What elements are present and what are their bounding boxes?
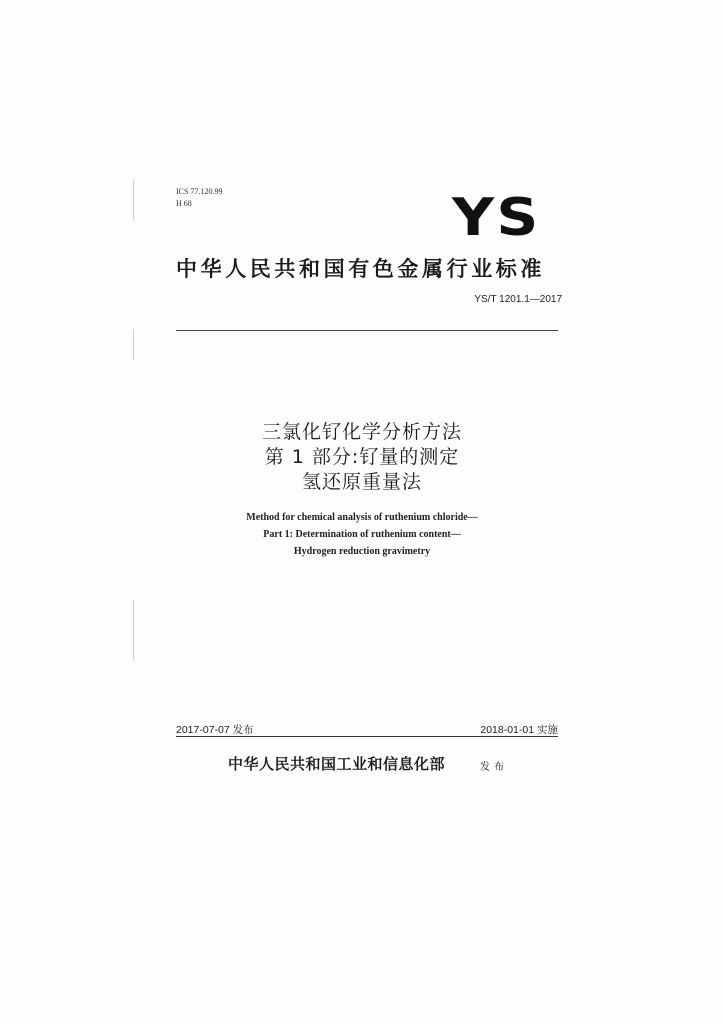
english-title-line-2: Part 1: Determination of ruthenium content— — [263, 529, 461, 540]
publisher-name: 中华人民共和国工业和信息化部 — [228, 755, 446, 773]
english-title-line-1: Method for chemical analysis of ruthenium chloride— — [246, 512, 478, 523]
chinese-title-line-2: 第 1 部分:钌量的测定 — [264, 446, 460, 468]
implementation-date: 2018-01-01 实施 — [480, 724, 558, 736]
issue-date: 2017-07-07 发布 — [176, 724, 254, 736]
english-title — [0, 509, 724, 560]
header-divider — [176, 330, 558, 331]
standard-logo: YS — [452, 188, 541, 248]
chinese-title-line-1: 三氯化钌化学分析方法 — [261, 421, 462, 443]
scan-artifact — [133, 600, 134, 660]
ccs-code: H 68 — [176, 199, 192, 208]
classification-codes — [176, 186, 222, 210]
standard-number: YS/T 1201.1—2017 — [474, 294, 562, 305]
dates-row — [176, 722, 558, 736]
ics-code: ICS 77.120.99 — [176, 187, 223, 196]
scan-artifact — [133, 330, 134, 360]
issuing-authority-title: 中华人民共和国有色金属行业标准 — [176, 257, 545, 281]
publish-label: 发布 — [480, 762, 508, 773]
scan-artifact — [133, 180, 134, 220]
chinese-title — [0, 420, 724, 495]
chinese-title-line-3: 氢还原重量法 — [301, 471, 422, 493]
footer-divider — [176, 736, 558, 737]
english-title-line-3: Hydrogen reduction gravimetry — [293, 546, 431, 557]
